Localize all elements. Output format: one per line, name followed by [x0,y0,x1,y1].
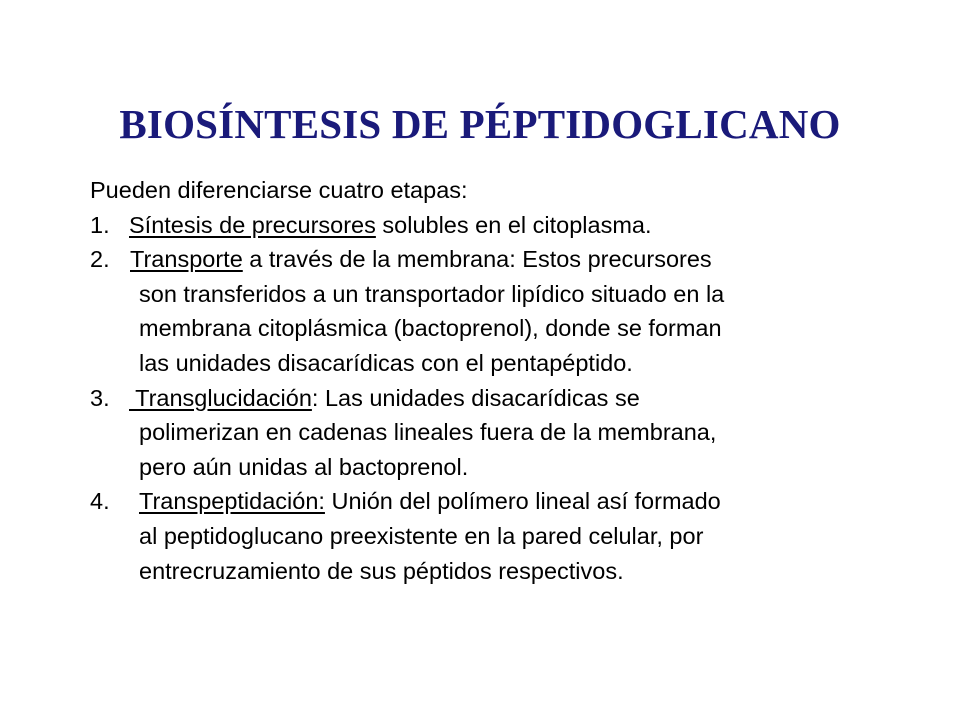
slide-title: BIOSÍNTESIS DE PÉPTIDOGLICANO [119,101,841,147]
item-continuation: entrecruzamiento de sus péptidos respectivos. [139,557,624,584]
item-continuation: las unidades disacarídicas con el pentapéptido. [139,349,633,376]
item-continuation: polimerizan en cadenas lineales fuera de la membrana, [139,419,717,446]
item-continuation: al peptidoglucano preexistente en la pared celular, por [139,522,704,549]
list-item [90,242,890,277]
slide-body [90,173,890,588]
item-text: Unión del polímero lineal así formado [324,488,721,515]
item-text: solubles en el citoplasma. [375,211,652,238]
item-continuation: son transferidos a un transportador lipídico situado en la [139,280,725,307]
intro-text: Pueden diferenciarse cuatro etapas: [90,177,468,203]
item-number: 2. [90,246,110,273]
item-keyword: Transglucidación [129,384,312,411]
list-item [90,381,890,416]
item-keyword: Síntesis de precursores [129,211,376,238]
item-number: 3. [90,384,110,411]
item-number: 1. [90,211,110,238]
item-number: 4. [90,488,110,515]
item-continuation: pero aún unidas al bactoprenol. [139,453,469,480]
list-item [90,208,890,243]
item-continuation: membrana citoplásmica (bactoprenol), donde se forman [139,315,722,342]
list-item [90,484,890,519]
item-text: : Las unidades disacarídicas se [311,384,640,411]
item-keyword: Transpeptidación: [139,488,325,515]
item-text: a través de la membrana: Estos precursores [242,246,712,273]
item-keyword: Transporte [130,246,243,273]
